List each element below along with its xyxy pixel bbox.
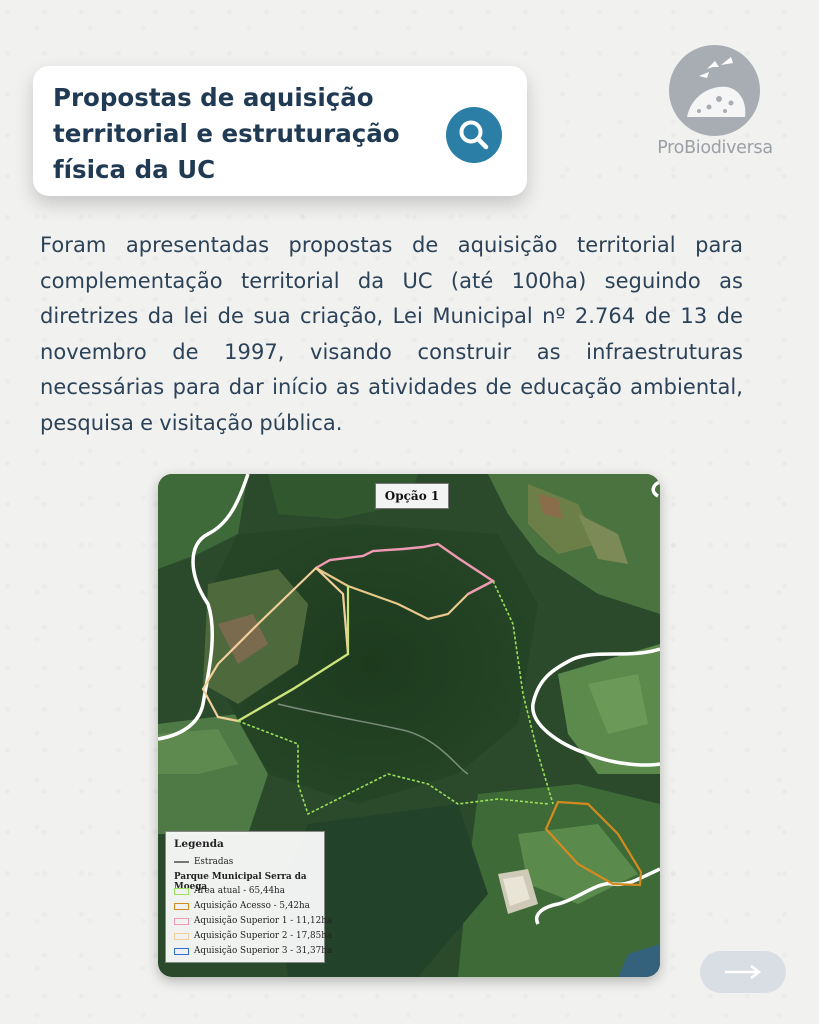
swatch-icon xyxy=(174,933,189,940)
swatch-icon xyxy=(174,888,189,895)
logo-text: ProBiodiversa xyxy=(657,138,773,158)
page-title: Propostas de aquisição territorial e estruturação física da UC xyxy=(53,83,400,184)
legend-item xyxy=(174,886,285,896)
legend-item xyxy=(174,916,332,926)
legend-label: Área atual - 65,44ha xyxy=(194,886,285,896)
description-paragraph: Foram apresentadas propostas de aquisição territorial para complementação territorial da UC (até 100ha) seguindo as diretrizes da lei de sua criação, Lei Municipal nº 2.764 de 13 de novembro de 1997, visando construir as infraestruturas necessárias para dar início as atividades de educação ambiental, pesquisa e visitação pública. xyxy=(40,233,743,435)
legend-title: Legenda xyxy=(174,838,224,850)
legend-label: Aquisição Superior 3 - 31,37ha xyxy=(194,946,333,956)
legend-item xyxy=(174,946,332,956)
swatch-icon xyxy=(174,948,189,955)
legend-label: Aquisição Superior 2 - 17,85ha xyxy=(194,931,333,941)
search-icon xyxy=(446,107,502,163)
legend-park-label: Parque Municipal Serra da Moega xyxy=(174,872,307,892)
jaguar-emblem-icon xyxy=(669,45,760,136)
road-line-icon xyxy=(174,861,189,863)
title-card xyxy=(33,66,527,196)
map-legend xyxy=(165,831,333,963)
legend-label: Aquisição Acesso - 5,42ha xyxy=(194,901,310,911)
swatch-icon xyxy=(174,903,189,910)
swatch-icon xyxy=(174,918,189,925)
next-button[interactable] xyxy=(700,951,786,993)
map-title: Opção 1 xyxy=(375,483,449,509)
legend-item-roads xyxy=(174,857,233,867)
arrow-right-icon xyxy=(723,964,763,980)
map-image xyxy=(158,474,660,977)
probiodiversa-logo xyxy=(650,45,780,165)
legend-item xyxy=(174,931,332,941)
legend-label: Estradas xyxy=(194,857,234,867)
legend-label: Aquisição Superior 1 - 11,12ha xyxy=(194,916,333,926)
legend-item xyxy=(174,901,310,911)
